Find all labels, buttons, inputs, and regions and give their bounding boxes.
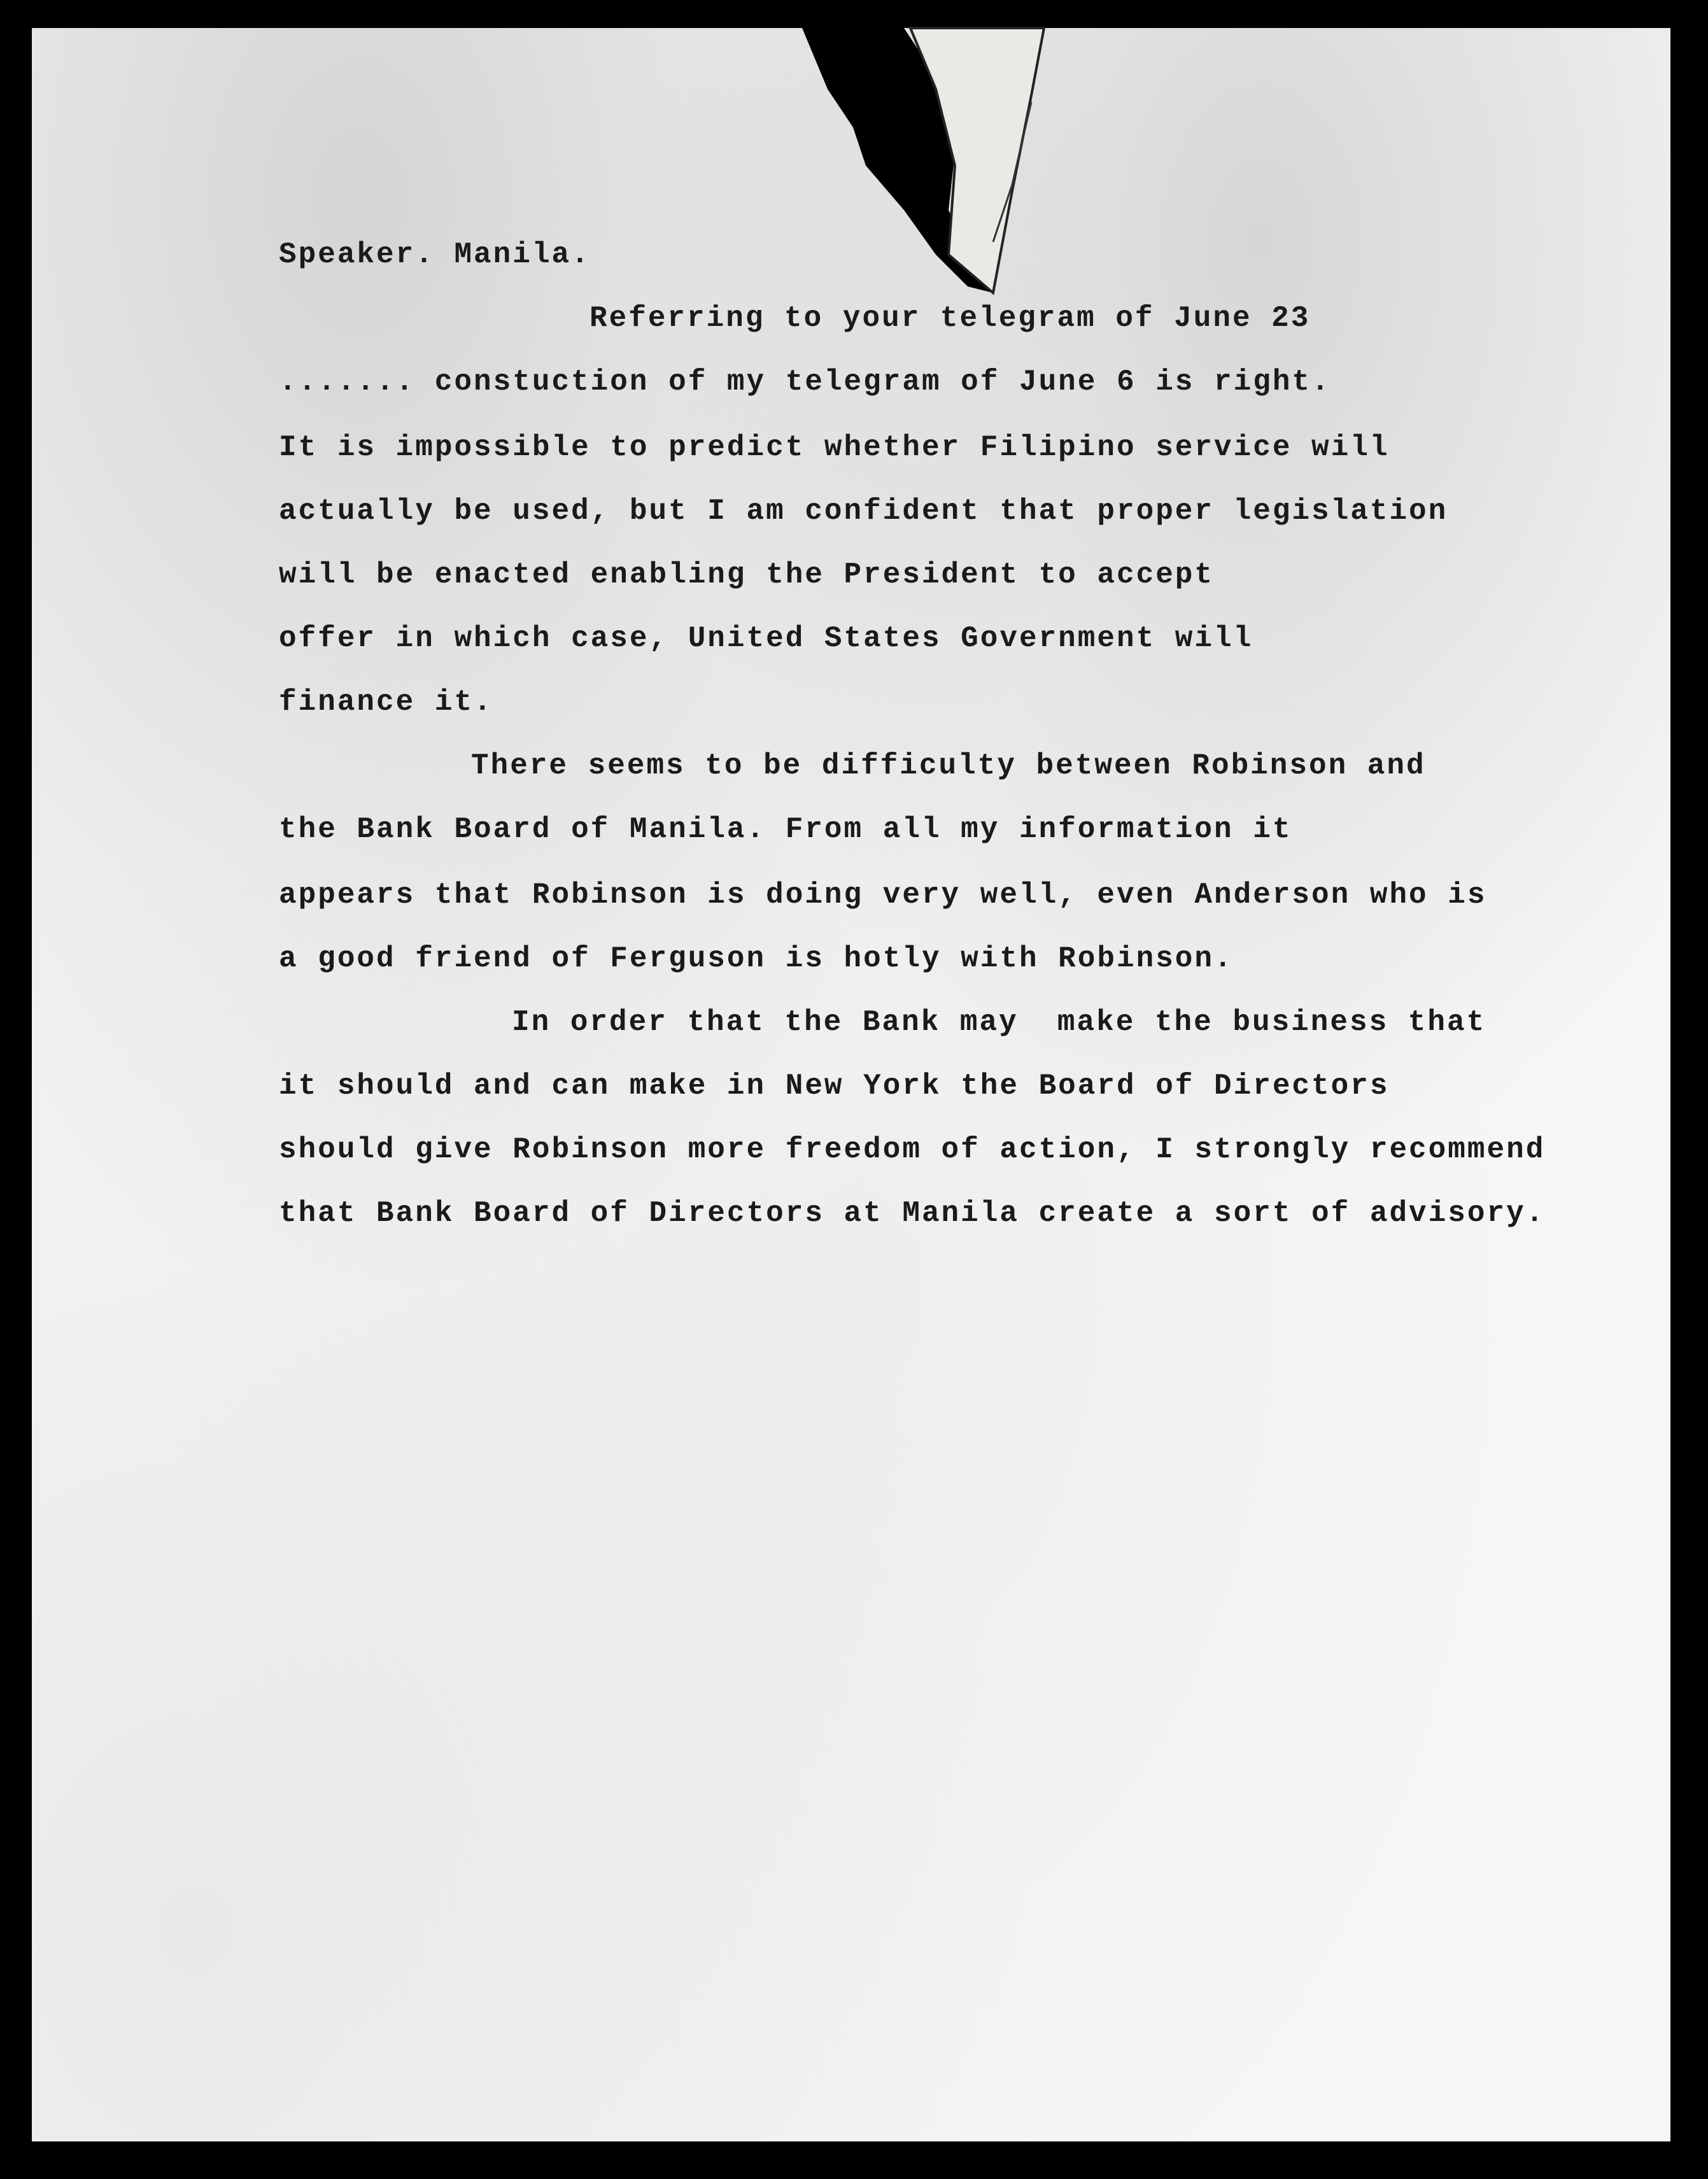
body-line: a good friend of Ferguson is hotly with Robinson. xyxy=(279,942,1234,975)
body-line: the Bank Board of Manila. From all my information it xyxy=(279,813,1292,846)
body-line: Referring to your telegram of June 23 xyxy=(589,302,1311,335)
body-line: It is impossible to predict whether Filipino service will xyxy=(279,431,1390,464)
body-line: that Bank Board of Directors at Manila create a sort of advisory. xyxy=(279,1197,1546,1230)
body-line: offer in which case, United States Government will xyxy=(279,622,1253,655)
letter-body xyxy=(279,229,1552,1230)
body-line: it should and can make in New York the Board of Directors xyxy=(279,1069,1390,1103)
body-line: There seems to be difficulty between Robinson and xyxy=(471,749,1426,782)
body-line: should give Robinson more freedom of action, I strongly recommend xyxy=(279,1133,1546,1166)
body-line: appears that Robinson is doing very well, even Anderson who is xyxy=(279,878,1487,912)
body-line: actually be used, but I am confident that proper legislation xyxy=(279,495,1448,528)
salutation: Speaker. Manila. xyxy=(279,238,591,271)
body-line: ....... constuction of my telegram of June 6 is right. xyxy=(279,365,1331,398)
body-line: In order that the Bank may make the business that xyxy=(512,1006,1486,1039)
body-line: will be enacted enabling the President to accept xyxy=(279,558,1215,591)
body-line: finance it. xyxy=(279,686,493,719)
